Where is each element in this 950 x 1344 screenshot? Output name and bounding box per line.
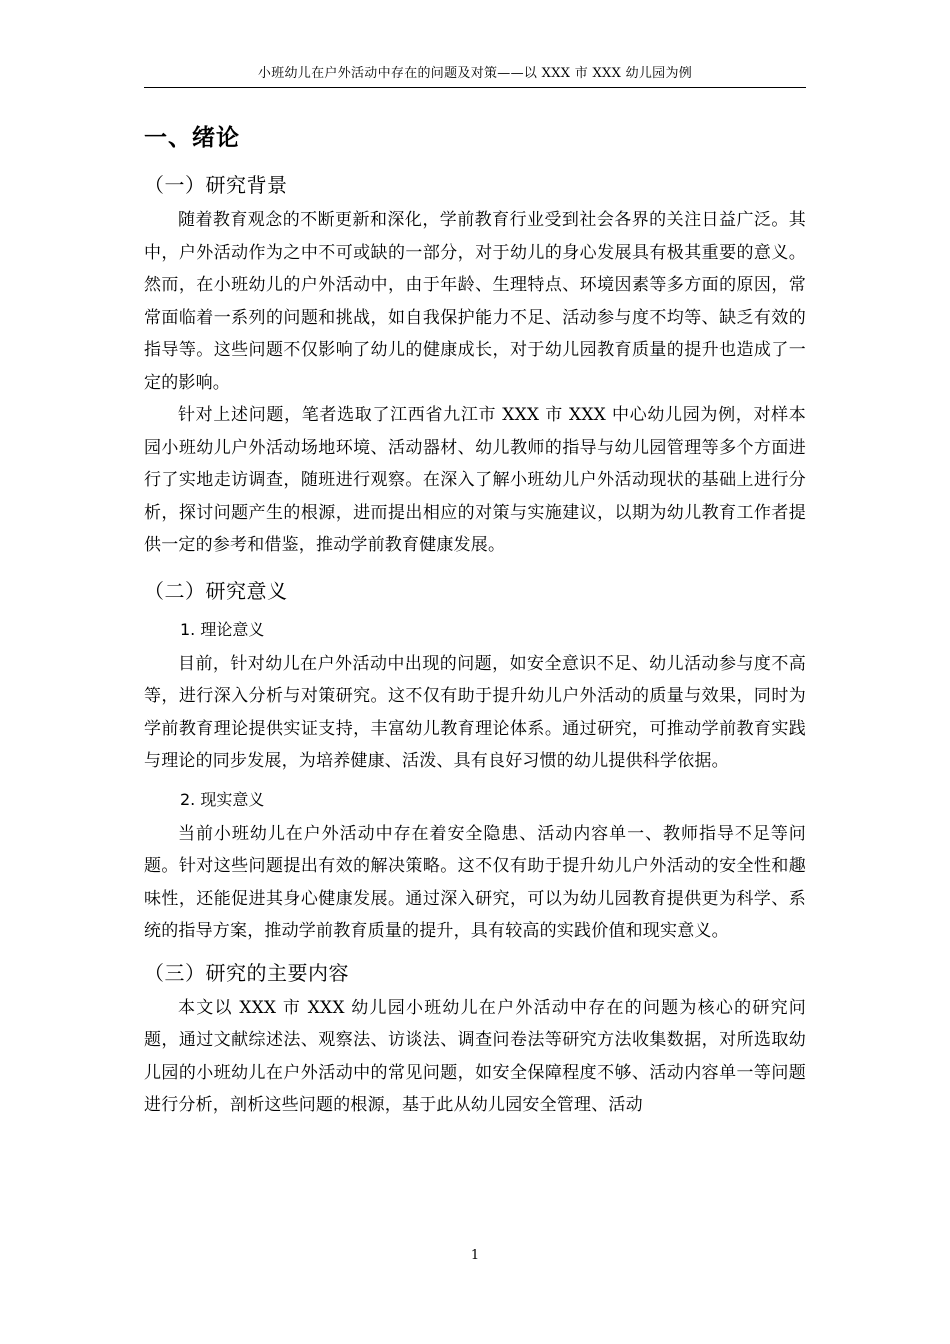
paragraph-practical: 当前小班幼儿在户外活动中存在着安全隐患、活动内容单一、教师指导不足等问题。针对这些问题提出有效的解决策略。这不仅有助于提升幼儿户外活动的安全性和趣味性，还能促进其身心健康发展。通过深入研究，可以为幼儿园教育提供更为科学、系统的指导方案，推动学前教育质量的提升，具有较高的实践价值和现实意义。 [144, 823, 806, 941]
chapter-heading: 一、绪论 [144, 125, 240, 151]
header-rule [144, 87, 806, 88]
section-heading-background: （一）研究背景 [144, 173, 288, 197]
running-header: 小班幼儿在户外活动中存在的问题及对策——以 XXX 市 XXX 幼儿园为例 [257, 66, 693, 81]
section-heading-main-content: （三）研究的主要内容 [144, 960, 349, 985]
subheading-theoretical: 1. 理论意义 [180, 619, 265, 639]
paragraph-background-1: 随着教育观念的不断更新和深化，学前教育行业受到社会各界的关注日益广泛。其中，户外活动作为之中不可或缺的一部分，对于幼儿的身心发展具有极其重要的意义。然而，在小班幼儿的户外活动中，由于年龄、生理特点、环境因素等多方面的原因，常常面临着一系列的问题和挑战，如自我保护能力不足、活动参与度不均等、缺乏有效的指导等。这些问题不仅影响了幼儿的健康成长，对于幼儿园教育质量的提升也造成了一定的影响。 [144, 210, 806, 393]
paragraph-theoretical: 目前，针对幼儿在户外活动中出现的问题，如安全意识不足、幼儿活动参与度不高等，进行深入分析与对策研究。这不仅有助于提升幼儿户外活动的质量与效果，同时为学前教育理论提供实证支持，丰富幼儿教育理论体系。通过研究，可推动学前教育实践与理论的同步发展，为培养健康、活泼、具有良好习惯的幼儿提供科学依据。 [144, 653, 806, 771]
subheading-practical: 2. 现实意义 [180, 789, 265, 809]
page-number: 1 [470, 1248, 480, 1263]
paragraph-background-2: 针对上述问题，笔者选取了江西省九江市 XXX 市 XXX 中心幼儿园为例，对样本园小班幼儿户外活动场地环境、活动器材、幼儿教师的指导与幼儿园管理等多个方面进行了实地走访调查，随班进行观察。在深入了解小班幼儿户外活动现状的基础上进行分析，探讨问题产生的根源，进而提出相应的对策与实施建议，以期为幼儿教育工作者提供一定的参考和借鉴，推动学前教育健康发展。 [144, 405, 806, 555]
page-content [144, 118, 806, 1122]
section-heading-significance: （二）研究意义 [144, 578, 288, 603]
paragraph-main-content: 本文以 XXX 市 XXX 幼儿园小班幼儿在户外活动中存在的问题为核心的研究问题，通过文献综述法、观察法、访谈法、调查问卷法等研究方法收集数据，对所选取幼儿园的小班幼儿在户外活动中的常见问题，如安全保障程度不够、活动内容单一等问题进行分析，剖析这些问题的根源，基于此从幼儿园安全管理、活动 [144, 997, 806, 1115]
